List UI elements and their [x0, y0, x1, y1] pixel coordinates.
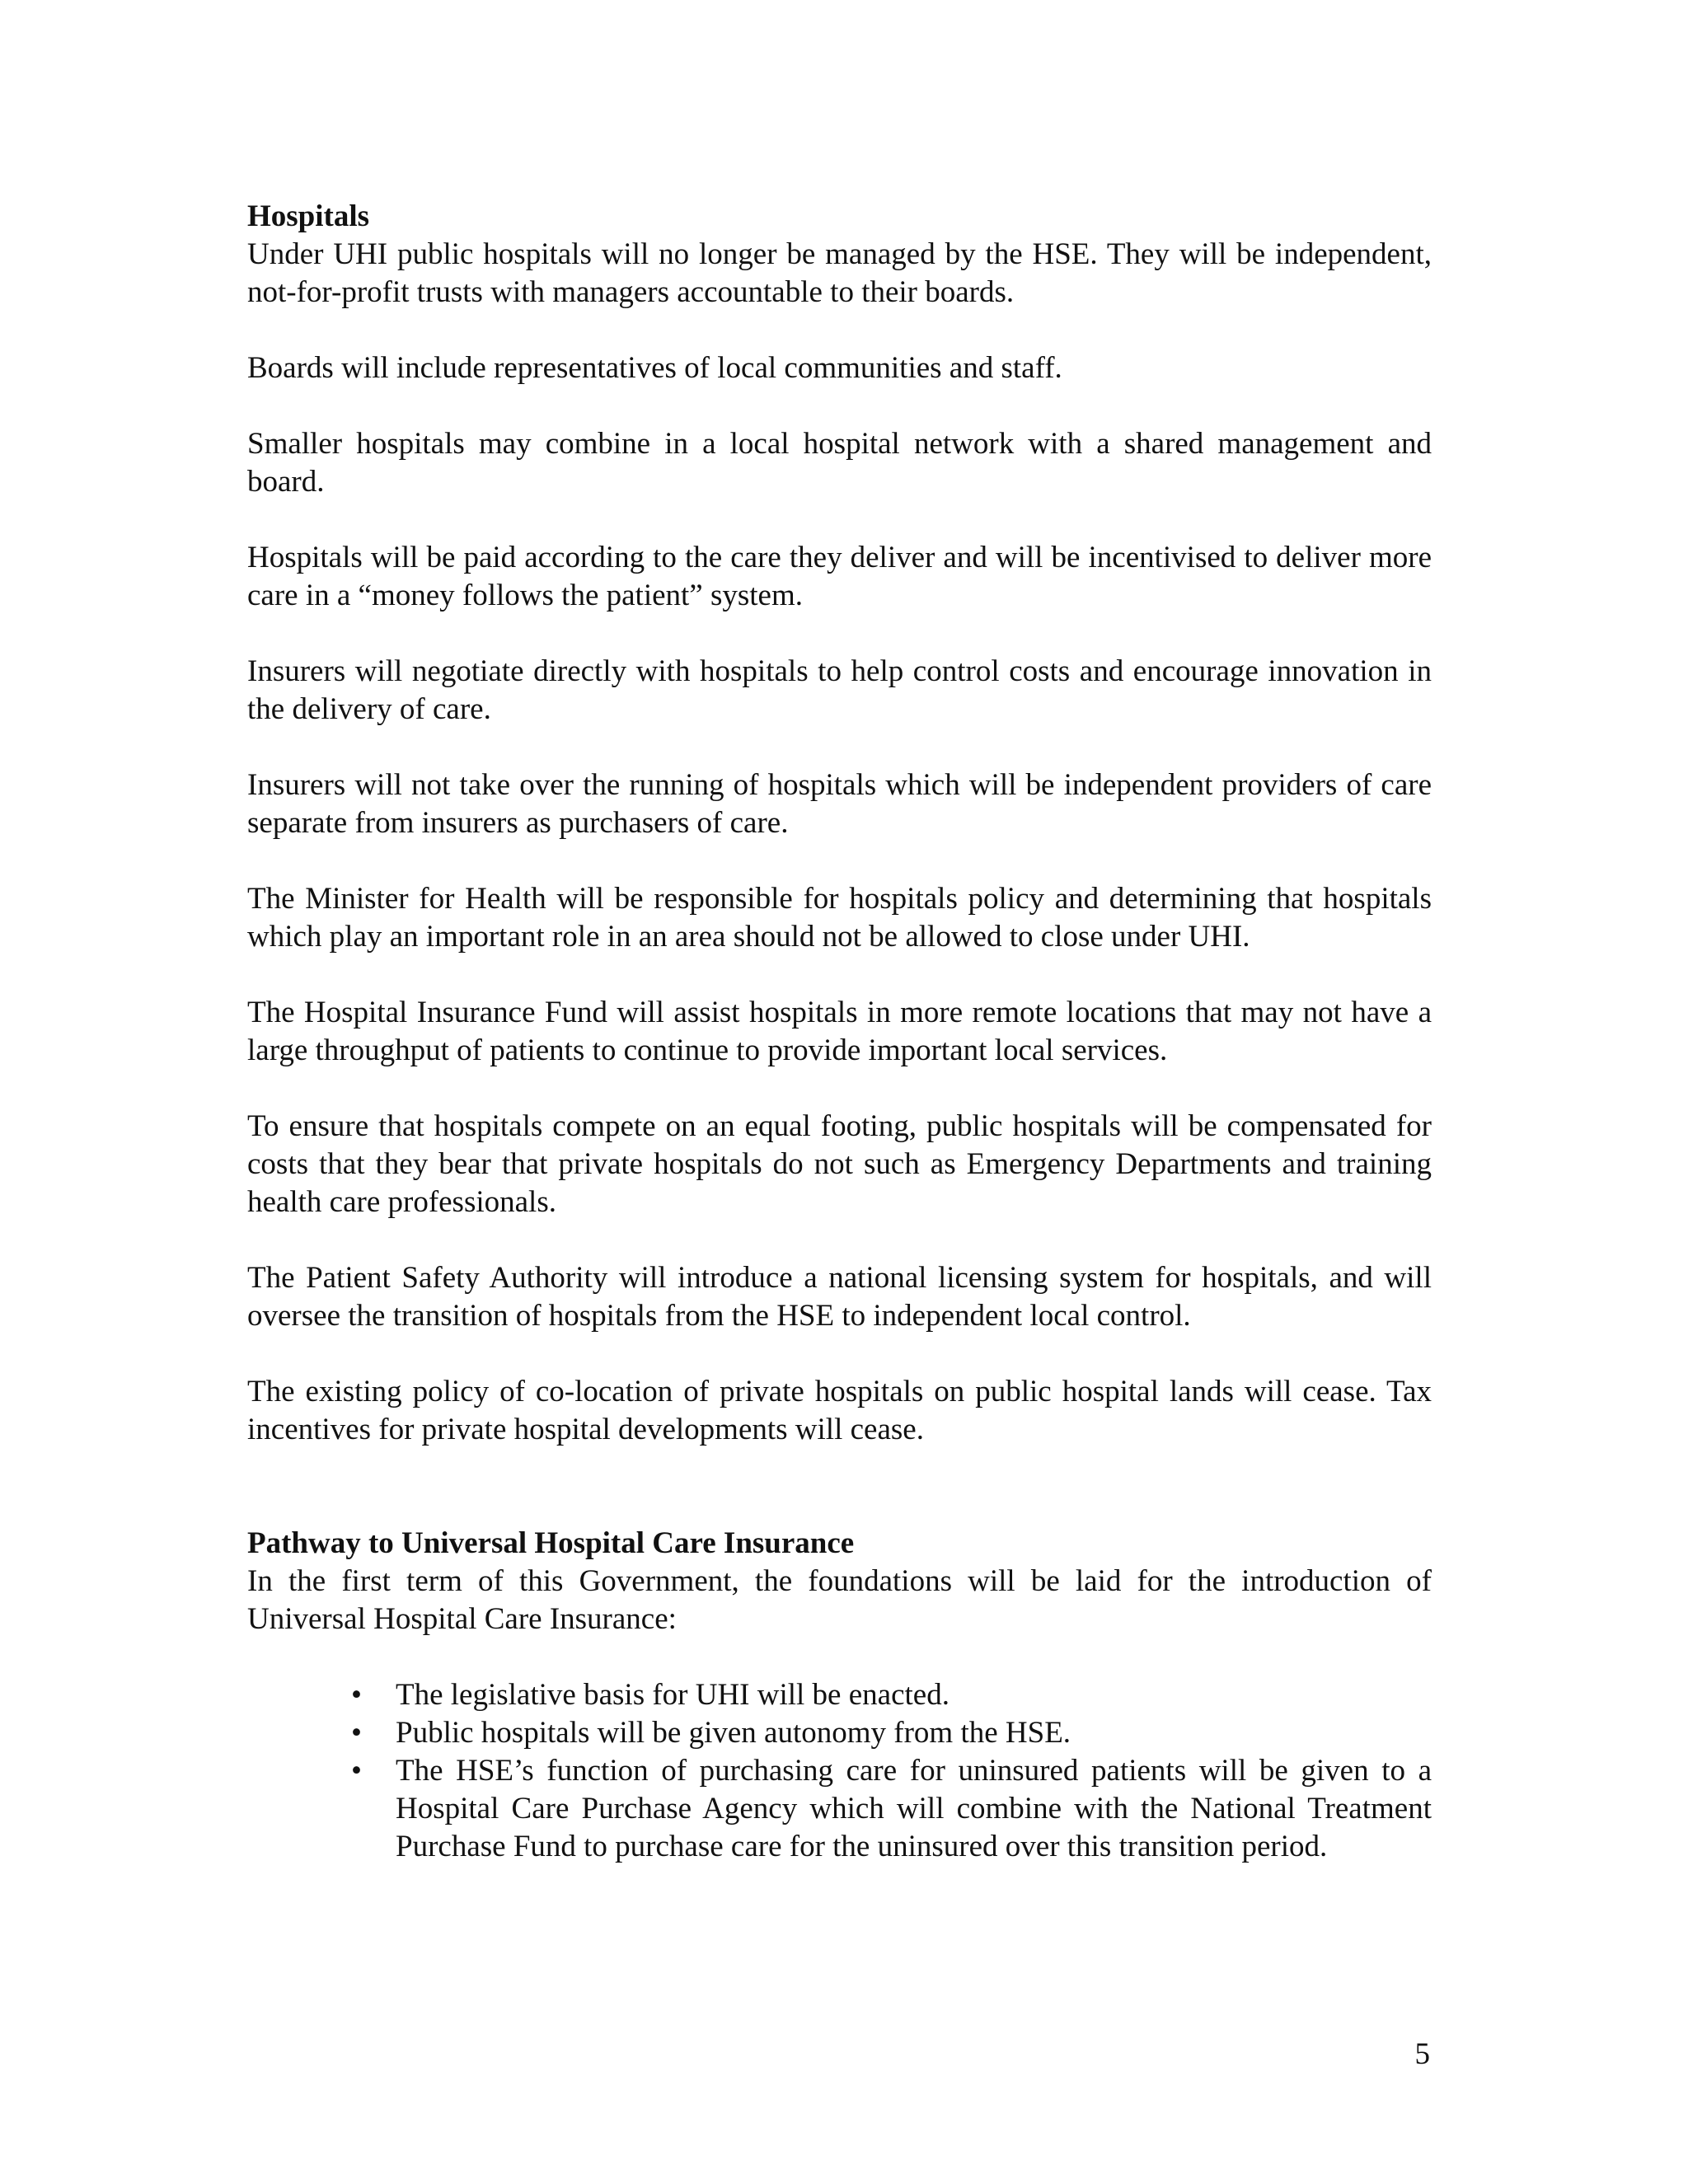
document-page — [247, 198, 1432, 1866]
list-item-text: Public hospitals will be given autonomy from the HSE. — [396, 1716, 1071, 1750]
bullet-icon: • — [351, 1716, 362, 1750]
page-number: 5 — [1414, 2037, 1430, 2071]
bullet-icon: • — [351, 1754, 362, 1788]
pathway-section — [247, 1487, 1432, 1866]
section-heading-hospitals: Hospitals — [247, 199, 370, 233]
paragraph: Under UHI public hospitals will no longer be managed by the HSE. They will be independent, not-for-profit trusts with managers accountable to their boards. — [247, 237, 1432, 309]
list-item-text: The HSE’s function of purchasing care for uninsured patients will be given to a Hospital Care Purchase Agency which will combine with the National Treatment Purchase Fund to purchase care for the uninsured over this transition period. — [396, 1754, 1432, 1863]
paragraph: The Patient Safety Authority will introduce a national licensing system for hospitals, and will oversee the transition of hospitals from the HSE to independent local control. — [247, 1261, 1432, 1333]
paragraph: Boards will include representatives of local communities and staff. — [247, 351, 1062, 385]
list-item — [351, 1676, 1432, 1714]
paragraph: The Hospital Insurance Fund will assist hospitals in more remote locations that may not have a large throughput of patients to continue to provide important local services. — [247, 996, 1432, 1067]
bullet-list — [247, 1676, 1432, 1866]
hospitals-section — [247, 198, 1432, 1449]
list-item-text: The legislative basis for UHI will be enacted. — [396, 1678, 950, 1712]
section-heading-pathway: Pathway to Universal Hospital Care Insurance — [247, 1526, 855, 1560]
paragraph: The existing policy of co-location of private hospitals on public hospital lands will cease. Tax incentives for private hospital developments will cease. — [247, 1375, 1432, 1446]
paragraph: The Minister for Health will be responsible for hospitals policy and determining that hospitals which play an important role in an area should not be allowed to close under UHI. — [247, 882, 1432, 954]
list-item — [351, 1752, 1432, 1866]
paragraph: Smaller hospitals may combine in a local hospital network with a shared management and board. — [247, 427, 1432, 499]
pathway-intro: In the first term of this Government, the foundations will be laid for the introduction of Universal Hospital Care Insurance: — [247, 1564, 1432, 1636]
bullet-icon: • — [351, 1678, 362, 1712]
paragraph: Insurers will not take over the running of hospitals which will be independent providers of care separate from insurers as purchasers of care. — [247, 768, 1432, 840]
paragraph: To ensure that hospitals compete on an equal footing, public hospitals will be compensated for costs that they bear that private hospitals do not such as Emergency Departments and training health care professionals. — [247, 1109, 1432, 1219]
paragraph: Insurers will negotiate directly with hospitals to help control costs and encourage innovation in the delivery of care. — [247, 654, 1432, 726]
list-item — [351, 1714, 1432, 1752]
paragraph: Hospitals will be paid according to the care they deliver and will be incentivised to deliver more care in a “money follows the patient” system. — [247, 541, 1432, 612]
